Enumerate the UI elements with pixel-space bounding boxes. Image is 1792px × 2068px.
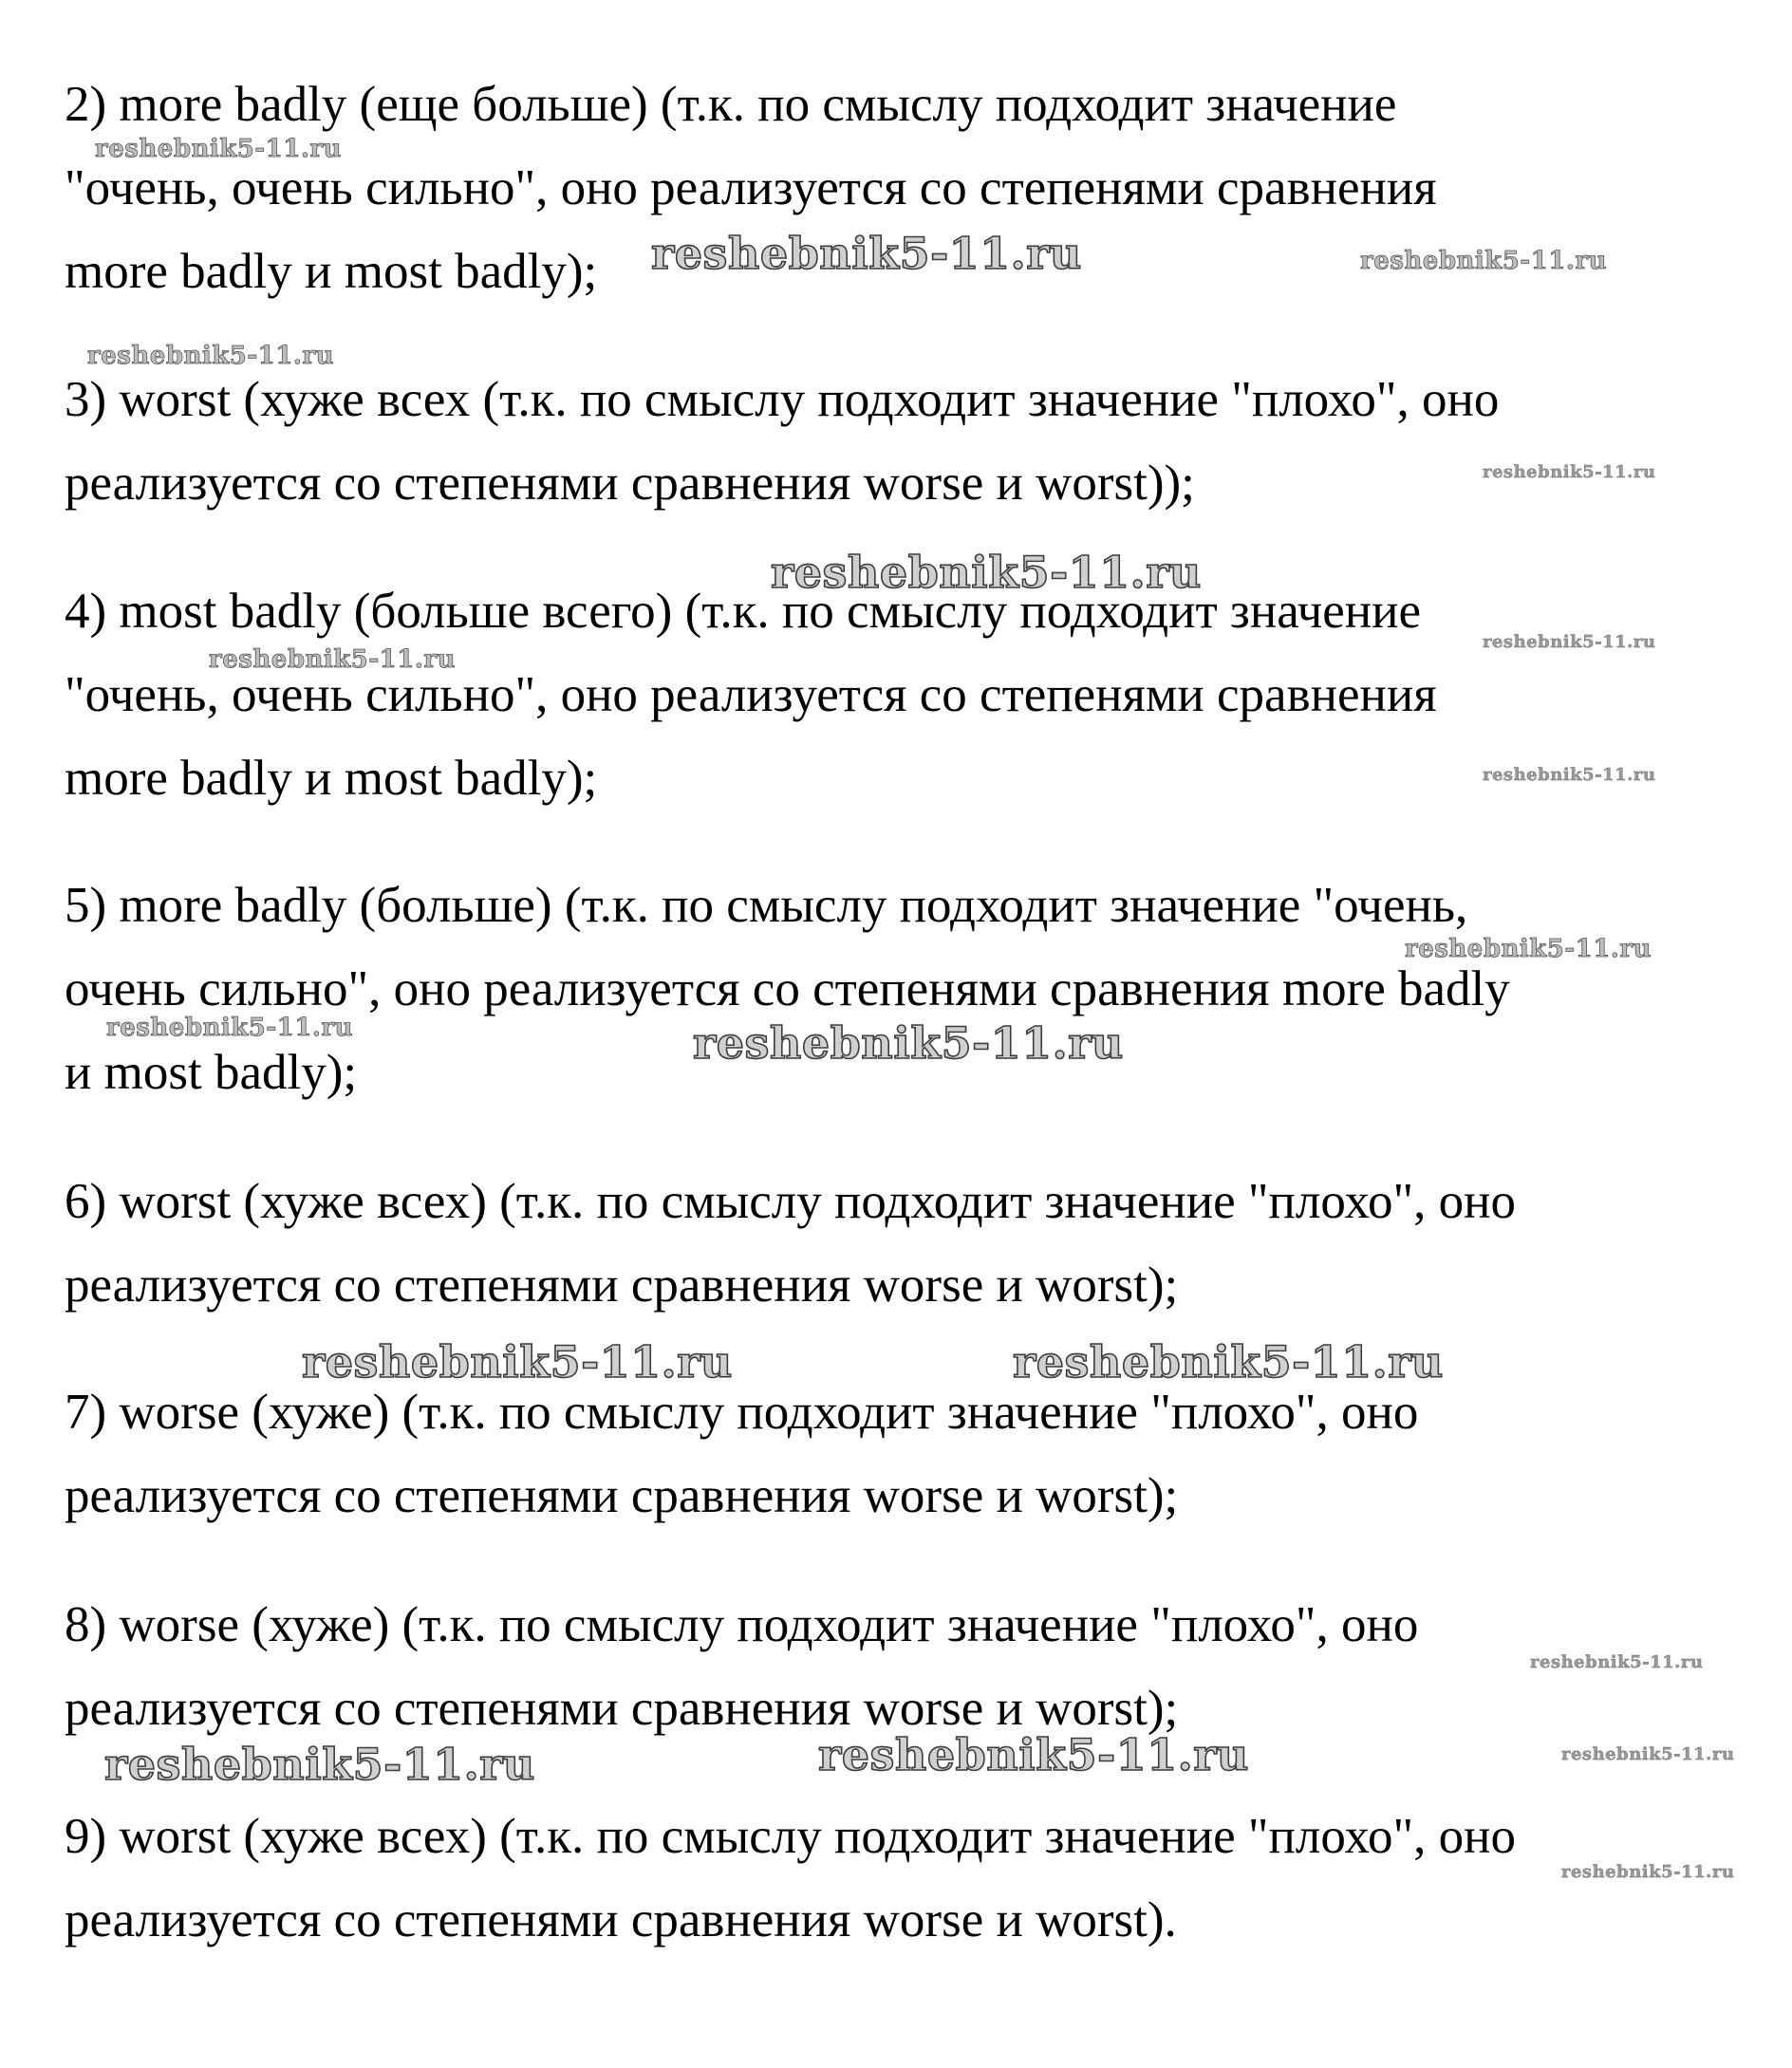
answer-line: реализуется со степенями сравнения worse и worst));	[65, 456, 1195, 511]
answer-line: 2) more badly (еще больше) (т.к. по смыслу подходит значение	[65, 77, 1397, 132]
watermark: reshebnik5-11.ru	[1561, 1744, 1735, 1764]
answer-line: реализуется со степенями сравнения worse и worst).	[65, 1892, 1177, 1947]
watermark: reshebnik5-11.ru	[1360, 247, 1608, 275]
watermark: reshebnik5-11.ru	[1405, 935, 1652, 963]
watermark: reshebnik5-11.ru	[1530, 1652, 1704, 1672]
watermark: reshebnik5-11.ru	[87, 342, 335, 370]
answer-line: "очень, очень сильно", оно реализуется со степенями сравнения	[65, 667, 1437, 722]
watermark: reshebnik5-11.ru	[1483, 462, 1656, 482]
answer-line: реализуется со степенями сравнения worse и worst);	[65, 1681, 1179, 1736]
answer-item-7	[65, 1370, 1735, 1537]
watermark: reshebnik5-11.ru	[1561, 1862, 1735, 1882]
watermark: reshebnik5-11.ru	[1483, 632, 1656, 652]
watermark: reshebnik5-11.ru	[771, 547, 1202, 598]
answer-item-9	[65, 1795, 1735, 1962]
answer-line: 8) worse (хуже) (т.к. по смыслу подходит значение "плохо", оно	[65, 1597, 1419, 1652]
answer-item-5	[65, 864, 1735, 1114]
answer-line: 4) most badly (больше всего) (т.к. по смыслу подходит значение	[65, 584, 1422, 639]
answer-line: реализуется со степенями сравнения worse и worst);	[65, 1468, 1179, 1523]
answer-item-3	[65, 358, 1735, 525]
answer-line: 9) worst (хуже всех) (т.к. по смыслу подходит значение "плохо", оно	[65, 1809, 1516, 1864]
watermark: reshebnik5-11.ru	[95, 135, 343, 163]
answer-item-6	[65, 1160, 1735, 1327]
answer-line: и most badly);	[65, 1045, 358, 1100]
answer-line: more badly и most badly);	[65, 751, 598, 806]
watermark: reshebnik5-11.ru	[106, 1014, 354, 1042]
answer-line: 3) worst (хуже всех (т.к. по смыслу подходит значение "плохо", оно	[65, 372, 1500, 427]
watermark: reshebnik5-11.ru	[1013, 1336, 1444, 1388]
answer-line: очень сильно", оно реализуется со степенями сравнения more badly	[65, 961, 1510, 1016]
watermark: reshebnik5-11.ru	[693, 1017, 1124, 1069]
answer-line: more badly и most badly);	[65, 244, 598, 299]
watermark: reshebnik5-11.ru	[209, 645, 457, 674]
answer-item-8	[65, 1583, 1735, 1750]
watermark: reshebnik5-11.ru	[1483, 765, 1656, 785]
watermark: reshebnik5-11.ru	[651, 228, 1082, 279]
watermark: reshebnik5-11.ru	[818, 1729, 1249, 1780]
watermark: reshebnik5-11.ru	[302, 1336, 733, 1388]
answer-line: 7) worse (хуже) (т.к. по смыслу подходит значение "плохо", оно	[65, 1385, 1419, 1440]
answer-line: "очень, очень сильно", оно реализуется со степенями сравнения	[65, 160, 1437, 215]
answer-line: 6) worst (хуже всех) (т.к. по смыслу подходит значение "плохо", оно	[65, 1174, 1516, 1229]
watermark: reshebnik5-11.ru	[104, 1739, 535, 1790]
answer-line: 5) more badly (больше) (т.к. по смыслу подходит значение "очень,	[65, 878, 1468, 933]
answer-line: реализуется со степенями сравнения worse и worst);	[65, 1258, 1179, 1313]
